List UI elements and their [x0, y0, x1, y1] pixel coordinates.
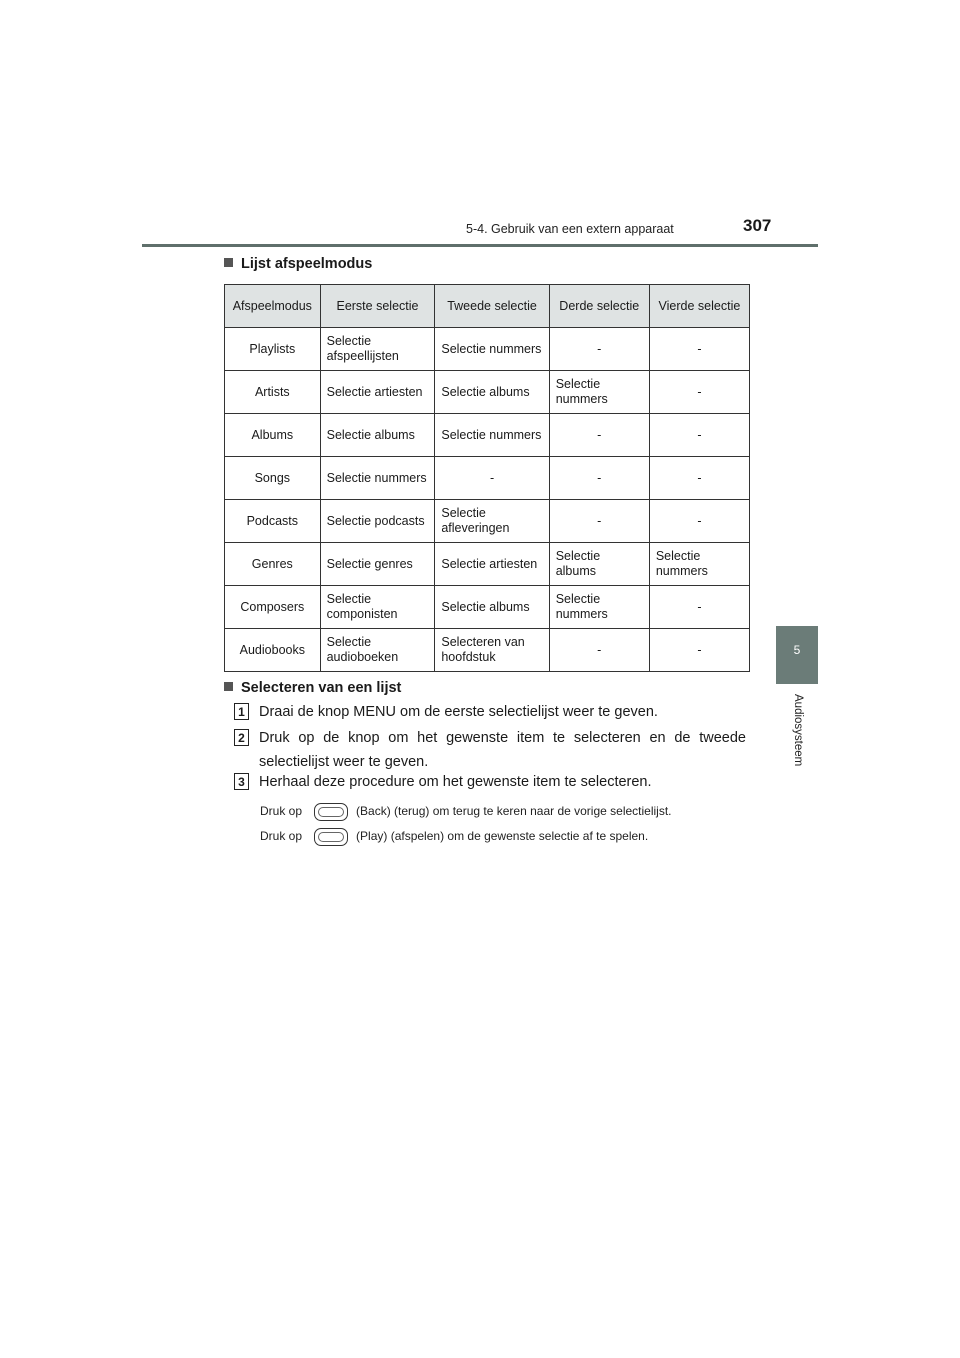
mode-name-cell: Songs — [225, 457, 321, 500]
playback-list-heading — [224, 256, 372, 272]
step-2 — [234, 726, 746, 774]
table-row — [225, 457, 750, 500]
selection-cell: Selectie albums — [549, 543, 649, 586]
selection-cell: Selectie afleveringen — [435, 500, 549, 543]
selection-cell: Selectie nummers — [549, 586, 649, 629]
chapter-label: Audiosysteem — [792, 694, 804, 767]
step-3 — [234, 770, 746, 794]
selection-cell: Selectie nummers — [549, 371, 649, 414]
step-text: Draai de knop MENU om de eerste selectielijst weer te geven. — [259, 704, 658, 720]
selection-cell: - — [649, 586, 749, 629]
selection-cell: Selectie albums — [320, 414, 435, 457]
select-list-heading — [224, 680, 401, 696]
selection-cell: - — [649, 500, 749, 543]
selection-cell: Selectie nummers — [320, 457, 435, 500]
mode-name-cell: Playlists — [225, 328, 321, 371]
selection-cell: Selectie audioboeken — [320, 629, 435, 672]
selection-cell: Selectie albums — [435, 371, 549, 414]
table-header-cell: Afspeelmodus — [225, 285, 321, 328]
note-play — [260, 828, 648, 846]
selection-cell: - — [549, 629, 649, 672]
bullet-square-icon — [224, 682, 233, 691]
mode-name-cell: Audiobooks — [225, 629, 321, 672]
selection-cell: - — [549, 328, 649, 371]
selection-cell: - — [435, 457, 549, 500]
table-header-cell: Derde selectie — [549, 285, 649, 328]
step-number-badge: 1 — [234, 703, 249, 720]
chapter-tab: 5 — [776, 626, 818, 684]
selection-cell: - — [649, 328, 749, 371]
section-title: 5-4. Gebruik van een extern apparaat — [466, 222, 674, 236]
play-button-icon — [314, 828, 348, 846]
selection-cell: Selectie genres — [320, 543, 435, 586]
note-prefix: Druk op — [260, 804, 303, 819]
mode-name-cell: Artists — [225, 371, 321, 414]
table-row — [225, 629, 750, 672]
mode-name-cell: Podcasts — [225, 500, 321, 543]
table-row — [225, 414, 750, 457]
page-number: 307 — [743, 216, 772, 235]
selection-cell: - — [549, 500, 649, 543]
step-text: Herhaal deze procedure om het gewenste item te selecteren. — [259, 774, 652, 790]
selection-cell: - — [649, 457, 749, 500]
selection-cell: Selectie albums — [435, 586, 549, 629]
selection-cell: Selecteren van hoofdstuk — [435, 629, 549, 672]
note-text: (Play) (afspelen) om de gewenste selectie af te spelen. — [356, 829, 649, 844]
step-text: Druk op de knop om het gewenste item te selecteren en de tweede selectielijst weer te geven. — [259, 730, 746, 770]
selection-cell: Selectie nummers — [435, 328, 549, 371]
table-header-row — [225, 285, 750, 328]
mode-name-cell: Albums — [225, 414, 321, 457]
table-row — [225, 500, 750, 543]
selection-cell: Selectie componisten — [320, 586, 435, 629]
select-list-heading-text: Selecteren van een lijst — [241, 680, 402, 696]
note-text: (Back) (terug) om terug te keren naar de vorige selectielijst. — [356, 804, 672, 819]
step-number-badge: 3 — [234, 773, 249, 790]
selection-cell: Selectie podcasts — [320, 500, 435, 543]
step-number-badge: 2 — [234, 729, 249, 746]
table-body — [225, 328, 750, 672]
note-back — [260, 803, 672, 821]
selection-cell: Selectie nummers — [435, 414, 549, 457]
selection-cell: Selectie nummers — [649, 543, 749, 586]
mode-name-cell: Genres — [225, 543, 321, 586]
selection-cell: - — [649, 629, 749, 672]
table-row — [225, 586, 750, 629]
mode-name-cell: Composers — [225, 586, 321, 629]
table-header-cell: Eerste selectie — [320, 285, 435, 328]
table-row — [225, 543, 750, 586]
back-button-icon — [314, 803, 348, 821]
note-prefix: Druk op — [260, 829, 303, 844]
bullet-square-icon — [224, 258, 233, 267]
table-header-cell: Tweede selectie — [435, 285, 549, 328]
selection-cell: - — [649, 371, 749, 414]
selection-cell: Selectie afspeellijsten — [320, 328, 435, 371]
table-row — [225, 328, 750, 371]
selection-cell: - — [649, 414, 749, 457]
selection-cell: - — [549, 414, 649, 457]
selection-cell: Selectie artiesten — [435, 543, 549, 586]
selection-cell: Selectie artiesten — [320, 371, 435, 414]
header-divider — [142, 244, 818, 247]
step-1 — [234, 700, 746, 724]
table-header-cell: Vierde selectie — [649, 285, 749, 328]
playback-list-heading-text: Lijst afspeelmodus — [241, 256, 373, 272]
playback-mode-table — [224, 284, 750, 672]
table-row — [225, 371, 750, 414]
selection-cell: - — [549, 457, 649, 500]
